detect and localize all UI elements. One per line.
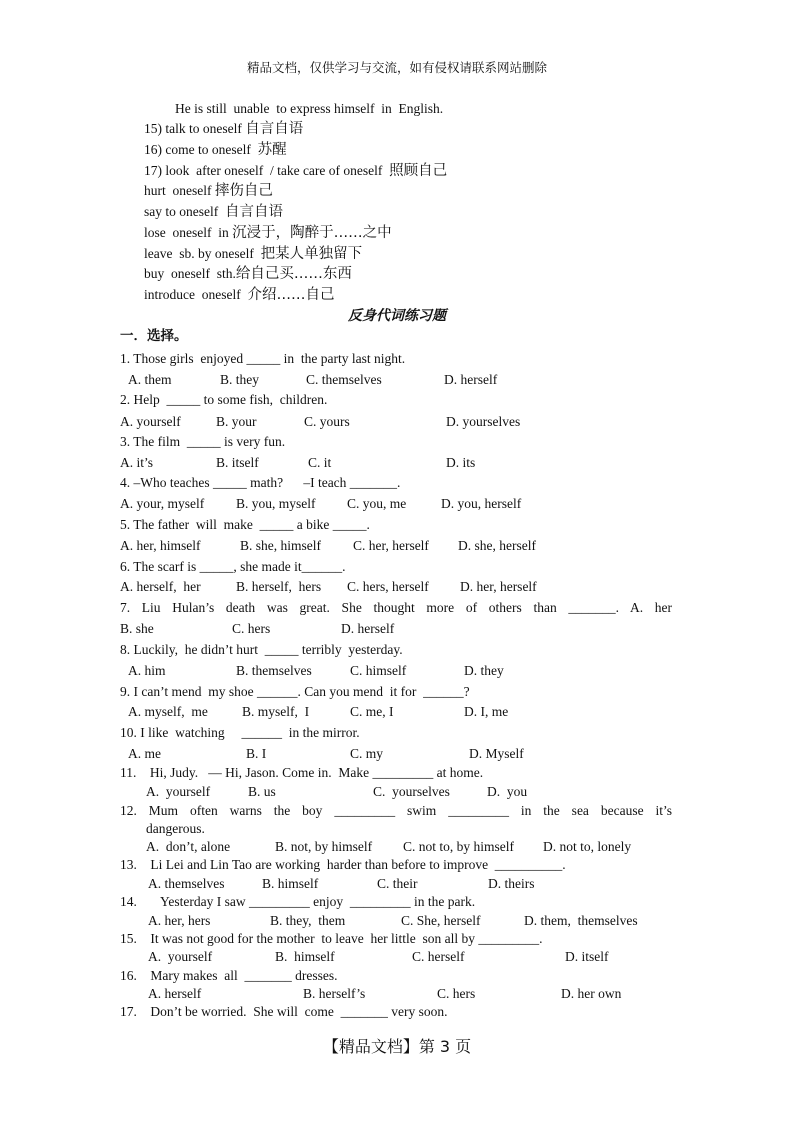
q6-option-c: C. hers, herself — [347, 579, 429, 594]
q12-option-c: C. not to, by himself — [403, 839, 514, 854]
q12-option-a: A. don’t, alone — [146, 839, 231, 854]
page-header: 精品文档，仅供学习与交流，如有侵权请联系网站删除 — [246, 60, 547, 75]
question-5: 5. The father will make _____ a bike _____. — [120, 517, 370, 532]
q11-option-b: B. us — [248, 784, 276, 799]
q10-option-b: B. I — [246, 746, 267, 761]
q16-option-d: D. her own — [561, 986, 622, 1001]
q14-option-b: B. they, them — [270, 913, 346, 928]
question-4: 4. –Who teaches _____ math? –I teach _______. — [120, 475, 401, 490]
phrase-leave-by-oneself: leave sb. by oneself 把某人单独留下 — [144, 246, 363, 262]
question-16: 16. Mary makes all _______ dresses. — [120, 968, 338, 983]
q2-option-d: D. yourselves — [446, 414, 521, 429]
question-6: 6. The scarf is _____, she made it______. — [120, 559, 346, 574]
q8-option-a: A. him — [128, 663, 166, 678]
q2-option-a: A. yourself — [120, 414, 181, 429]
q1-option-c: C. themselves — [306, 372, 382, 387]
q16-option-a: A. herself — [148, 986, 202, 1001]
phrase-hurt-oneself: hurt oneself 摔伤自己 — [144, 183, 273, 199]
question-8: 8. Luckily, he didn’t hurt _____ terribly yesterday. — [120, 642, 403, 657]
q11-option-d: D. you — [487, 784, 528, 799]
question-10: 10. I like watching ______ in the mirror. — [120, 725, 360, 740]
q16-option-c: C. hers — [437, 986, 476, 1001]
question-2: 2. Help _____ to some fish, children. — [120, 392, 328, 407]
q9-option-c: C. me, I — [350, 704, 394, 719]
q4-option-c: C. you, me — [347, 496, 407, 511]
q13-option-c: C. their — [377, 876, 418, 891]
q9-option-b: B. myself, I — [242, 704, 310, 719]
question-17: 17. Don’t be worried. She will come _______ very soon. — [120, 1004, 448, 1019]
q4-option-a: A. your, myself — [120, 496, 205, 511]
q7-option-d: D. herself — [341, 621, 395, 636]
q10-option-d: D. Myself — [469, 746, 524, 761]
q4-option-d: D. you, herself — [441, 496, 522, 511]
q4-option-b: B. you, myself — [236, 496, 316, 511]
q5-option-a: A. her, himself — [120, 538, 201, 553]
q13-option-d: D. theirs — [488, 876, 535, 891]
q6-option-d: D. her, herself — [460, 579, 537, 594]
question-11: 11. Hi, Judy. — Hi, Jason. Come in. Make _________ at home. — [120, 765, 484, 780]
q3-option-d: D. its — [446, 455, 476, 470]
q2-option-c: C. yours — [304, 414, 350, 429]
q1-option-d: D. herself — [444, 372, 498, 387]
phrase-15: 15) talk to oneself 自言自语 — [144, 121, 304, 137]
q15-option-d: D. itself — [565, 949, 609, 964]
exercise-title: 反身代词练习题 — [348, 308, 446, 324]
q11-option-c: C. yourselves — [373, 784, 450, 799]
q5-option-d: D. she, herself — [458, 538, 536, 553]
question-3: 3. The film _____ is very fun. — [120, 434, 286, 449]
q15-option-c: C. herself — [412, 949, 465, 964]
q15-option-a: A. yourself — [148, 949, 213, 964]
q7-option-c: C. hers — [232, 621, 271, 636]
phrase-buy-oneself: buy oneself sth.给自己买……东西 — [144, 266, 352, 282]
q6-option-b: B. herself, hers — [236, 579, 322, 594]
q1-option-b: B. they — [220, 372, 259, 387]
question-1: 1. Those girls enjoyed _____ in the party last night. — [120, 351, 406, 366]
example-sentence: He is still unable to express himself in English. — [175, 101, 444, 116]
q2-option-b: B. your — [216, 414, 257, 429]
q6-option-a: A. herself, her — [120, 579, 201, 594]
question-15: 15. It was not good for the mother to leave her little son all by _________. — [120, 931, 543, 946]
q3-option-c: C. it — [308, 455, 332, 470]
q8-option-d: D. they — [464, 663, 504, 678]
q13-option-b: B. himself — [262, 876, 319, 891]
question-9: 9. I can’t mend my shoe ______. Can you mend it for ______? — [120, 684, 470, 699]
q5-option-b: B. she, himself — [240, 538, 321, 553]
q7-option-b: B. she — [120, 621, 154, 636]
q15-option-b: B. himself — [275, 949, 335, 964]
question-7: 7. Liu Hulan’s death was great. She thought more of others than _______. A. her — [120, 600, 672, 615]
q14-option-a: A. her, hers — [148, 913, 211, 928]
q9-option-d: D. I, me — [464, 704, 509, 719]
question-13: 13. Li Lei and Lin Tao are working harder than before to improve __________. — [120, 857, 566, 872]
phrase-say-to-oneself: say to oneself 自言自语 — [144, 204, 283, 220]
phrase-16: 16) come to oneself 苏醒 — [144, 142, 287, 158]
q9-option-a: A. myself, me — [128, 704, 208, 719]
q3-option-a: A. it’s — [120, 455, 154, 470]
q5-option-c: C. her, herself — [353, 538, 429, 553]
q10-option-a: A. me — [128, 746, 161, 761]
section-heading: 一．选择。 — [120, 328, 188, 344]
question-12: 12. Mum often warns the boy _________ swim _________ in the sea because it’s — [120, 803, 672, 818]
q8-option-b: B. themselves — [236, 663, 312, 678]
question-12-cont: dangerous. — [146, 821, 205, 836]
page-footer: 【精品文档】第 3 页 — [322, 1037, 472, 1056]
q11-option-a: A. yourself — [146, 784, 211, 799]
question-14: 14. Yesterday I saw _________ enjoy _________ in the park. — [120, 894, 476, 909]
q14-option-d: D. them, themselves — [524, 913, 638, 928]
q1-option-a: A. them — [128, 372, 172, 387]
phrase-introduce-oneself: introduce oneself 介绍……自己 — [144, 287, 335, 303]
q12-option-d: D. not to, lonely — [543, 839, 632, 854]
phrase-lose-oneself: lose oneself in 沉浸于，陶醉于……之中 — [144, 225, 392, 241]
q16-option-b: B. herself’s — [303, 986, 366, 1001]
phrase-17: 17) look after oneself / take care of oneself 照顾自己 — [144, 163, 448, 179]
q13-option-a: A. themselves — [148, 876, 225, 891]
q10-option-c: C. my — [350, 746, 384, 761]
q12-option-b: B. not, by himself — [275, 839, 373, 854]
q3-option-b: B. itself — [216, 455, 259, 470]
q8-option-c: C. himself — [350, 663, 407, 678]
q14-option-c: C. She, herself — [401, 913, 481, 928]
